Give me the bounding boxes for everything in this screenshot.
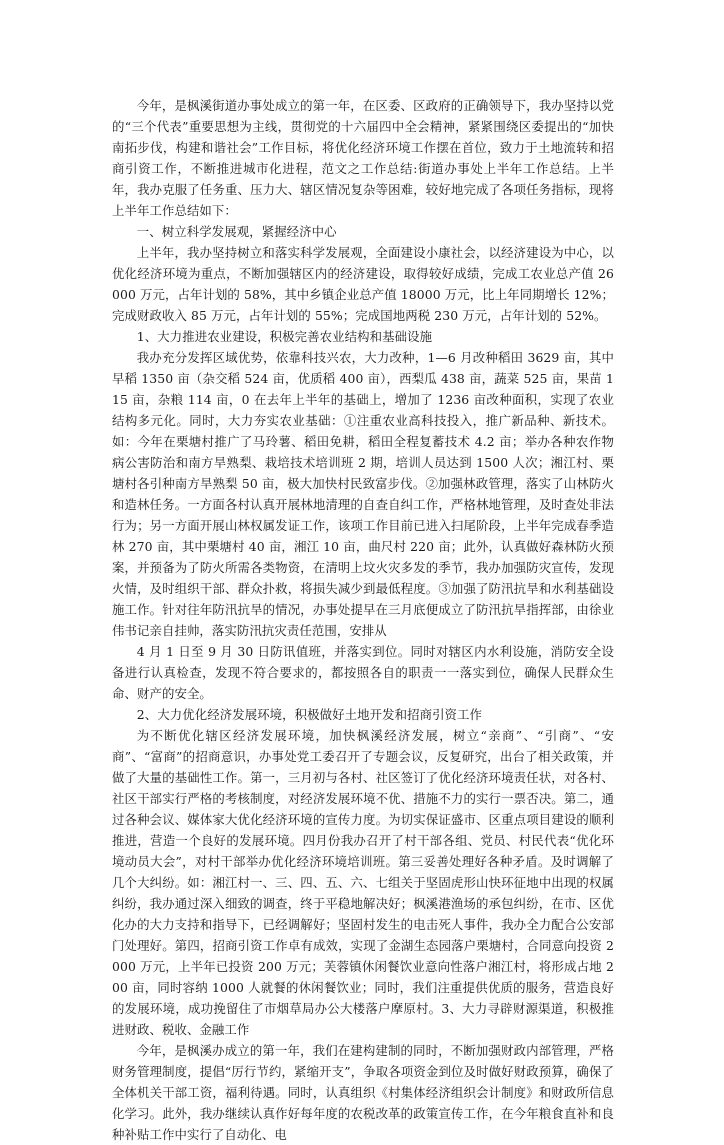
intro-paragraph: 今年，是枫溪街道办事处成立的第一年，在区委、区政府的正确领导下，我办坚持以党的“三个代表”重要思想为主线，贯彻党的十六届四中全会精神，紧紧围绕区委提出的“加快南拓步伐，构建和谐社会”工作目标，将优化经济环境工作摆在首位，致力于土地流转和招商引资工作，不断推进城市化进程，范文之工作总结:街道办事处上半年工作总结。上半年，我办克服了任务重、压力大、辖区情况复杂等困难，较好地完成了各项任务指标，现将上半年工作总结如下： bbox=[112, 98, 614, 218]
paragraph-finance: 今年，是枫溪办成立的第一年，我们在建构建制的同时，不断加强财政内部管理，严格财务管理制度，提倡“厉行节约，紧缩开支”，争取各项资金到位及时做好财政预算，确保了全体机关干部工资，福利待遇。同时，认真组织《村集体经济组织会计制度》和财政所信息化学习。此外，我办继续认真作好每年度的农税改革的政策宣传工作，在今年粮食直补和良种补贴工作中实行了自动化、电 bbox=[112, 1043, 614, 1142]
subsection-heading-agriculture: 1、大力推进农业建设，积极完善农业结构和基础设施 bbox=[136, 329, 433, 344]
paragraph-flood-duty: 4 月 1 日至 9 月 30 日防讯值班，并落实到位。同时对辖区内水利设施，消防安全设备进行认真检查，发现不符合要求的，都按照各自的职责一一落实到位，确保人民群众生命、财产的安全。 bbox=[112, 644, 614, 701]
document-body bbox=[112, 95, 614, 1145]
section-heading-1: 一、树立科学发展观，紧握经济中心 bbox=[136, 224, 337, 239]
paragraph-agriculture: 我办充分发挥区域优势，依靠科技兴农，大力改种，1—6 月改种稻田 3629 亩，其中早稻 1350 亩（杂交稻 524 亩，优质稻 400 亩），西梨瓜 438 亩，蔬菜 525 亩，果苗 115 亩，杂粮 114 亩，0 在去年上半年的基础上，增加了 1236 亩改种面积，实现了农业结构多元化。同时，大力夯实农业基础：①注重农业高科技投入，推广新品种、新技术。如：今年在栗塘村推广了马玲薯、稻田免耕，稻田全程复蓄技术 4.2 亩；举办各种农作物病公害防治和南方旱熟梨、栽培技术培训班 2 期，培训人员达到 1500 人次；湘江村、栗塘村各引种南方旱熟梨 50 亩，极大加快村民致富步伐。②加强林政管理，落实了山林防火和造林任务。一方面各村认真开展林地清理的自查自纠工作，严格林地管理，及时查处非法行为；另一方面开展山林权属发证工作，该项工作目前已进入扫尾阶段，上半年完成春季造林 270 亩，其中栗塘村 40 亩，湘江 10 亩，曲尺村 220 亩；此外，认真做好森林防火预案，并预备为了防火所需各类物资，在清明上坟火灾多发的季节，我办加强防灾宣传，发现火情，及时组织干部、群众扑救，将损失减少到最低程度。③加强了防汛抗旱和水利基础设施工作。针对往年防汛抗旱的情况，办事处提早在三月底便成立了防汛抗旱指挥部，由徐业伟书记亲自挂帅，落实防汛抗灾责任范围，安排从 bbox=[112, 350, 614, 638]
subsection-heading-environment: 2、大力优化经济发展环境，积极做好土地开发和招商引资工作 bbox=[136, 707, 483, 722]
paragraph-economic-summary: 上半年，我办坚持树立和落实科学发展观，全面建设小康社会，以经济建设为中心，以优化经济环境为重点，不断加强辖区内的经济建设，取得较好成绩，完成工农业总产值 26000 万元，占年计划的 58%，其中乡镇企业总产值 18000 万元，比上年同期增长 12%；完成财政收入 85 万元，占年计划的 55%；完成国地两税 230 万元，占年计划的 52%。 bbox=[112, 245, 614, 323]
paragraph-environment: 为不断优化辖区经济发展环境，加快枫溪经济发展，树立“亲商”、“引商”、“安商”、“富商”的招商意识，办事处党工委召开了专题会议，反复研究，出台了相关政策，并做了大量的基础性工作。第一，三月初与各村、社区签订了优化经济环境责任状，对各村、社区干部实行严格的考核制度，对经济发展环境不优、措施不力的实行一票否决。第二，通过各种会议、媒体家大优化经济环境的宣传力度。为切实保证盛市、区重点项目建设的顺利推进，营造一个良好的发展环境。四月份我办召开了村干部各组、党员、村民代表“优化环境动员大会”，对村干部举办优化经济环境培训班。第三妥善处理好各种矛盾。及时调解了几个大纠纷。如：湘江村一、三、四、五、六、七组关于坚固虎形山快环征地中出现的权属纠纷，我办通过深入细致的调查，终于平稳地解决好；枫溪港渔场的承包纠纷，在市、区优化办的大力支持和指导下，已经调解好；坚固村发生的电击死人事件，我办全力配合公安部门处理好。第四，招商引资工作卓有成效，实现了金湖生态园落户栗塘村，合同意向投资 2000 万元，上半年已投资 200 万元；芙蓉镇休闲餐饮业意向性落户湘江村，将形成占地 200 亩，同时容纳 1000 人就餐的休闲餐饮业；同时，我们注重提供优质的服务，营造良好的发展环境，成功挽留住了市烟草局办公大楼落户摩原村。3、大力寻辟财源渠道，积极推进财政、税收、金融工作 bbox=[112, 728, 614, 1037]
